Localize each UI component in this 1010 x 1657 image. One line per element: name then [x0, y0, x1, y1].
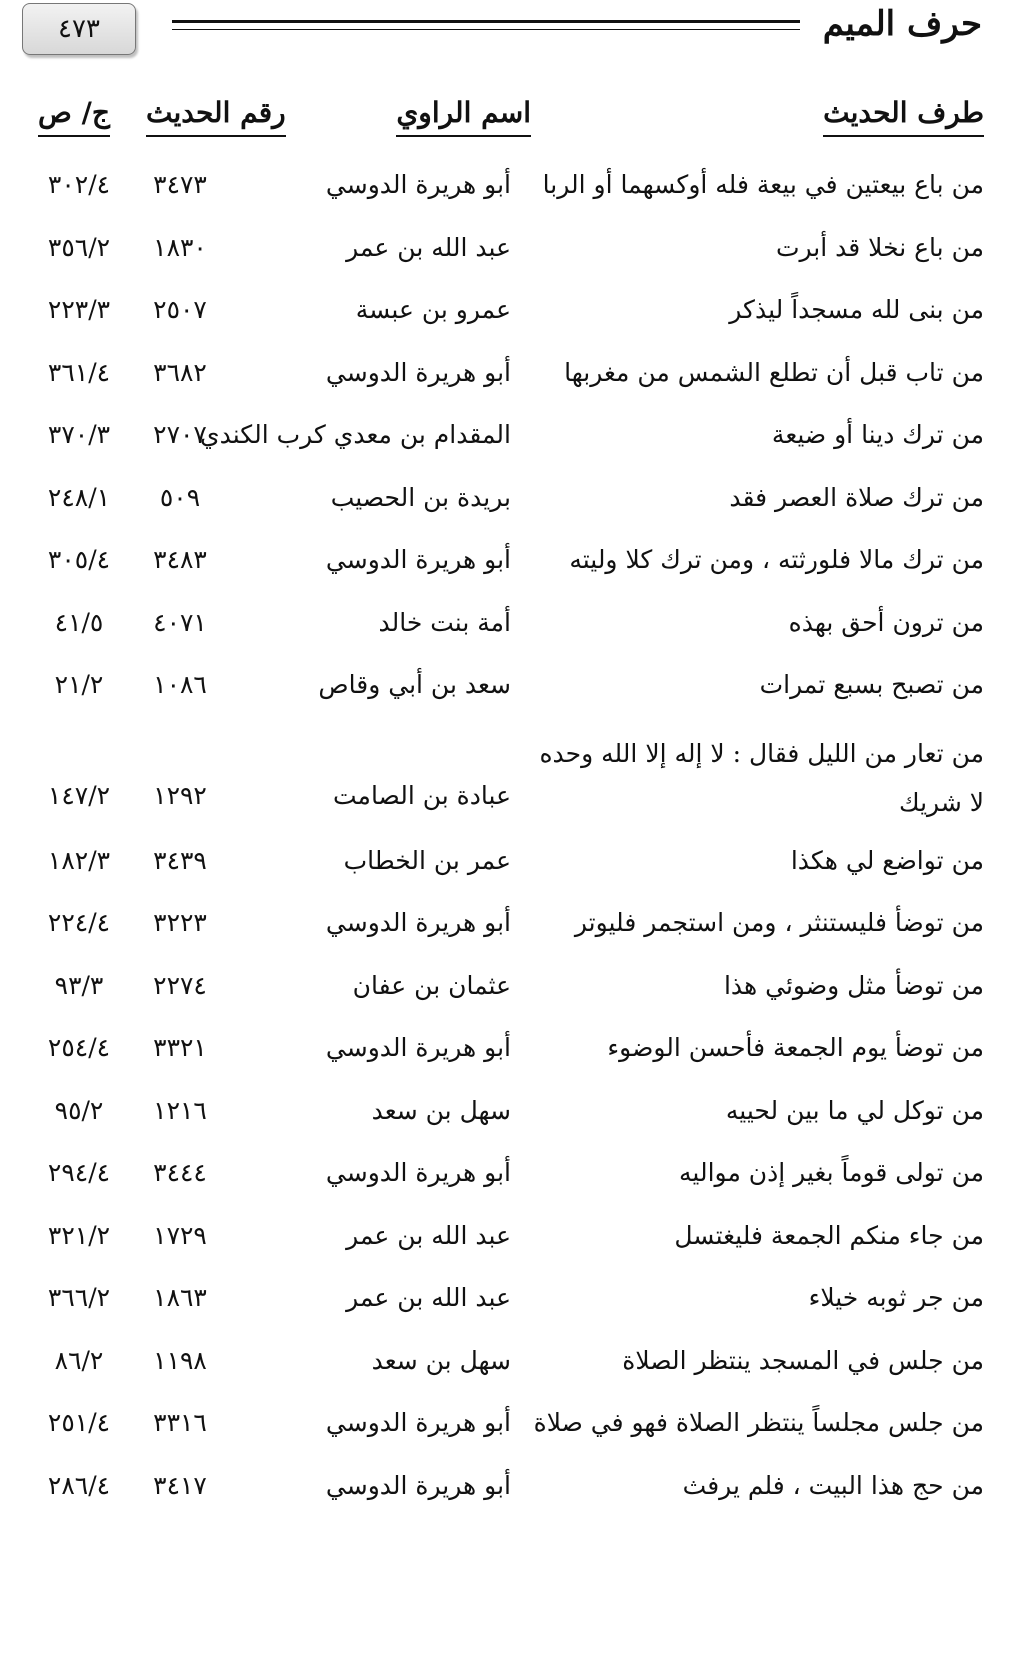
narrator-name: أبو هريرة الدوسي — [325, 170, 511, 199]
hadith-number: ١٧٢٩ — [153, 1220, 207, 1250]
hadith-number: ٣٤٤٤ — [153, 1158, 207, 1187]
volume-page-ref: ٣٥٦/٢ — [47, 232, 111, 262]
narrator-name: عمر بن الخطاب — [343, 845, 511, 875]
hadith-text: من تولى قوماً بغير إذن مواليه — [679, 1158, 984, 1187]
hadith-text: من جاء منكم الجمعة فليغتسل — [674, 1220, 984, 1250]
table-row — [0, 834, 1010, 897]
table-row — [0, 721, 1010, 834]
hadith-text: من باع بيعتين في بيعة فله أوكسهما أو الربا — [542, 170, 984, 199]
hadith-number: ٢٧٠٧ — [153, 420, 207, 449]
hadith-number: ٣٤٨٣ — [153, 545, 207, 574]
volume-page-ref: ٢٩٤/٤ — [47, 1158, 111, 1187]
table-row — [0, 1146, 1010, 1209]
hadith-number: ٣٣٢١ — [153, 1033, 207, 1062]
table-row — [0, 1271, 1010, 1334]
column-header-hadith-text: طرف الحديث — [823, 96, 984, 137]
hadith-number: ١٨٣٠ — [153, 232, 207, 262]
table-row — [0, 1021, 1010, 1084]
hadith-number: ٣٦٨٢ — [153, 357, 207, 387]
hadith-text: من بنى لله مسجداً ليذكر — [729, 295, 984, 324]
narrator-name: أبو هريرة الدوسي — [325, 357, 511, 387]
narrator-name: عبادة بن الصامت — [333, 780, 511, 810]
hadith-number: ٣٤٧٣ — [153, 170, 207, 199]
narrator-name: سهل بن سعد — [371, 1095, 511, 1125]
page-number-box — [22, 3, 136, 55]
narrator-name: عبد الله بن عمر — [346, 1220, 511, 1250]
table-row — [0, 346, 1010, 409]
narrator-name: عمرو بن عبسة — [355, 295, 511, 324]
hadith-text: من جلس في المسجد ينتظر الصلاة — [622, 1345, 984, 1375]
volume-page-ref: ٢٢٤/٤ — [47, 908, 111, 937]
table-row — [0, 1459, 1010, 1522]
table-row — [0, 596, 1010, 659]
table-row — [0, 158, 1010, 221]
volume-page-ref: ١٤٧/٢ — [47, 780, 111, 810]
hadith-number: ١٠٨٦ — [153, 670, 207, 699]
volume-page-ref: ٣٠٢/٤ — [47, 170, 111, 199]
narrator-name: المقدام بن معدي كرب الكندي — [200, 420, 511, 449]
hadith-text: من توضأ مثل وضوئي هذا — [723, 970, 984, 1000]
hadith-number: ٣٣١٦ — [153, 1408, 207, 1437]
narrator-name: أبو هريرة الدوسي — [325, 1470, 511, 1500]
narrator-name: عبد الله بن عمر — [346, 232, 511, 262]
chapter-title: حرف الميم — [822, 4, 982, 44]
hadith-text: من ترك مالا فلورثته ، ومن ترك كلا وليته — [569, 545, 984, 574]
hadith-text: من ترك صلاة العصر فقد — [729, 482, 984, 512]
table-row — [0, 533, 1010, 596]
volume-page-ref: ٢٥٤/٤ — [47, 1033, 111, 1062]
table-row — [0, 1334, 1010, 1397]
narrator-name: أبو هريرة الدوسي — [325, 908, 511, 937]
hadith-number: ٣٤٣٩ — [153, 845, 207, 875]
hadith-number: ٢٢٧٤ — [153, 970, 207, 1000]
narrator-name: سعد بن أبي وقاص — [318, 670, 511, 699]
table-row — [0, 959, 1010, 1022]
hadith-text: من تعار من الليل فقال : لا إله إلا الله وحده لا شريك — [539, 738, 984, 817]
hadith-number: ٤٠٧١ — [153, 607, 207, 637]
hadith-text: من تصبح بسبع تمرات — [759, 670, 984, 699]
hadith-text: من باع نخلا قد أبرت — [775, 232, 984, 262]
narrator-name: أمة بنت خالد — [378, 607, 511, 637]
table-row — [0, 283, 1010, 346]
hadith-text: من توضأ فليستنثر ، ومن استجمر فليوتر — [574, 908, 984, 937]
hadith-text: من تاب قبل أن تطلع الشمس من مغربها — [564, 357, 984, 387]
volume-page-ref: ١٨٢/٣ — [47, 845, 111, 875]
narrator-name: عبد الله بن عمر — [346, 1283, 511, 1312]
volume-page-ref: ٢٨٦/٤ — [47, 1470, 111, 1500]
narrator-name: أبو هريرة الدوسي — [325, 545, 511, 574]
hadith-number: ١١٩٨ — [153, 1345, 207, 1375]
hadith-number: ١٨٦٣ — [153, 1283, 207, 1312]
hadith-text: من جر ثوبه خيلاء — [808, 1283, 984, 1312]
narrator-name: سهل بن سعد — [371, 1345, 511, 1375]
table-row — [0, 471, 1010, 534]
hadith-number: ٣٢٢٣ — [153, 908, 207, 937]
page-number: ٤٧٣ — [58, 14, 100, 44]
volume-page-ref: ٢٤٨/١ — [47, 482, 111, 512]
table-row — [0, 1396, 1010, 1459]
narrator-name: أبو هريرة الدوسي — [325, 1033, 511, 1062]
hadith-text: من جلس مجلساً ينتظر الصلاة فهو في صلاة — [533, 1408, 984, 1437]
hadith-number: ٣٤١٧ — [153, 1470, 207, 1500]
hadith-number: ٢٥٠٧ — [153, 295, 207, 324]
table-row — [0, 1084, 1010, 1147]
hadith-index-table — [0, 158, 1010, 1521]
column-header-narrator: اسم الراوي — [396, 96, 531, 137]
narrator-name: عثمان بن عفان — [352, 970, 511, 1000]
volume-page-ref: ٣٢١/٢ — [47, 1220, 111, 1250]
narrator-name: بريدة بن الحصيب — [330, 482, 511, 512]
volume-page-ref: ٢٥١/٤ — [47, 1408, 111, 1437]
table-row — [0, 408, 1010, 471]
volume-page-ref: ٩٥/٢ — [54, 1095, 104, 1125]
column-header-volume-page: ج/ ص — [38, 96, 110, 137]
volume-page-ref: ٣٦٦/٢ — [47, 1283, 111, 1312]
table-row — [0, 658, 1010, 721]
hadith-text: من ترك دينا أو ضيعة — [771, 420, 984, 449]
volume-page-ref: ٨٦/٢ — [54, 1345, 104, 1375]
hadith-text: من تواضع لي هكذا — [790, 845, 984, 875]
volume-page-ref: ٢١/٢ — [54, 670, 104, 699]
volume-page-ref: ٣٧٠/٣ — [47, 420, 111, 449]
hadith-number: ١٢١٦ — [153, 1095, 207, 1125]
table-row — [0, 896, 1010, 959]
table-row — [0, 1209, 1010, 1272]
column-header-hadith-number: رقم الحديث — [146, 96, 286, 137]
hadith-number: ٥٠٩ — [159, 482, 201, 512]
narrator-name: أبو هريرة الدوسي — [325, 1408, 511, 1437]
volume-page-ref: ٤١/٥ — [54, 607, 104, 637]
hadith-text: من توكل لي ما بين لحييه — [725, 1095, 984, 1125]
hadith-number: ١٢٩٢ — [153, 780, 207, 810]
table-row — [0, 221, 1010, 284]
header-rule — [172, 20, 800, 30]
volume-page-ref: ٣٠٥/٤ — [47, 545, 111, 574]
hadith-text: من حج هذا البيت ، فلم يرفث — [682, 1470, 984, 1500]
narrator-name: أبو هريرة الدوسي — [325, 1158, 511, 1187]
volume-page-ref: ٣٦١/٤ — [47, 357, 111, 387]
hadith-text: من ترون أحق بهذه — [788, 607, 984, 637]
hadith-text: من توضأ يوم الجمعة فأحسن الوضوء — [607, 1033, 984, 1062]
volume-page-ref: ٢٢٣/٣ — [47, 295, 111, 324]
volume-page-ref: ٩٣/٣ — [54, 970, 104, 1000]
